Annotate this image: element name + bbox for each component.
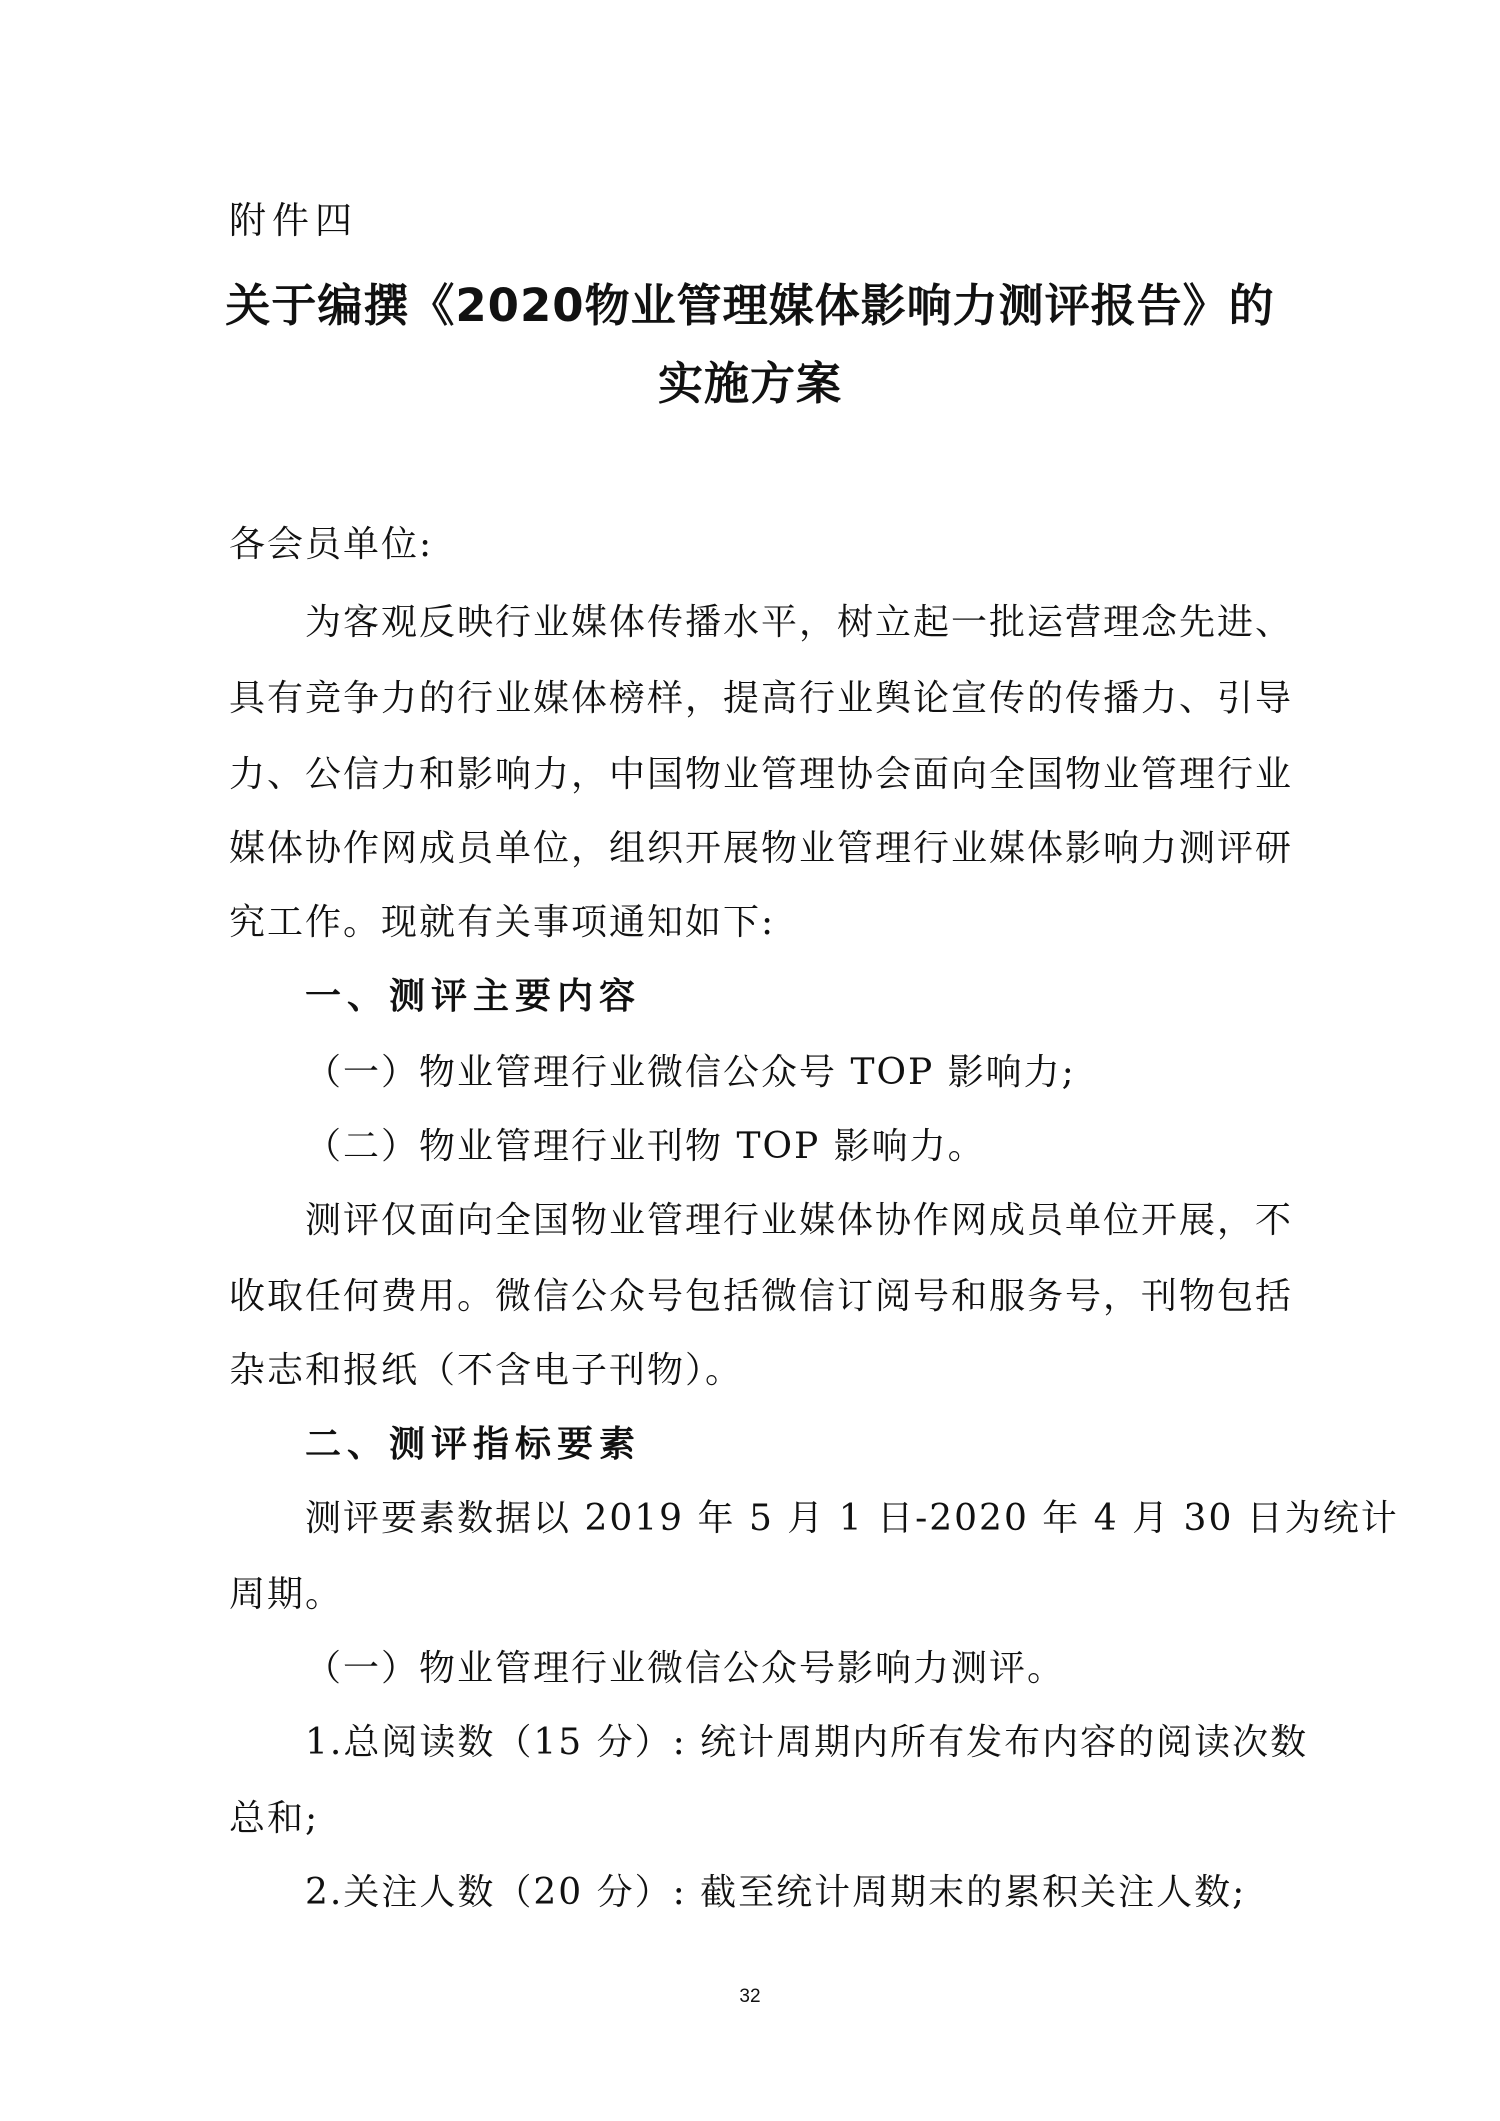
document-title-line-2: 实施方案 <box>657 357 842 410</box>
section-2-heading: 二、测评指标要素 <box>305 1424 642 1465</box>
item-2-line: 2.关注人数（20 分）: 截至统计周期末的累积关注人数; <box>305 1872 1247 1913</box>
section-2-period-line-2: 周期。 <box>229 1574 344 1615</box>
document-title-line-1: 关于编撰《2020物业管理媒体影响力测评报告》的 <box>225 279 1275 332</box>
intro-line-4: 媒体协作网成员单位，组织开展物业管理行业媒体影响力测评研 <box>229 828 1294 869</box>
intro-line-3: 力、公信力和影响力，中国物业管理协会面向全国物业管理行业 <box>229 754 1294 795</box>
section-1-note-line-1: 测评仅面向全国物业管理行业媒体协作网成员单位开展，不 <box>305 1200 1294 1241</box>
intro-line-2: 具有竞争力的行业媒体榜样，提高行业舆论宣传的传播力、引导 <box>229 678 1294 719</box>
section-1-note-line-3: 杂志和报纸（不含电子刊物）。 <box>229 1350 744 1391</box>
attachment-label: 附件四 <box>229 199 358 242</box>
section-1-item-1: （一）物业管理行业微信公众号 TOP 影响力; <box>305 1052 1076 1093</box>
section-2-period-line-1: 测评要素数据以 2019 年 5 月 1 日-2020 年 4 月 30 日为统计 <box>305 1498 1399 1539</box>
section-1-item-2: （二）物业管理行业刊物 TOP 影响力。 <box>305 1126 986 1167</box>
intro-line-5: 究工作。现就有关事项通知如下: <box>229 902 776 943</box>
section-1-heading: 一、测评主要内容 <box>305 976 642 1017</box>
intro-line-1: 为客观反映行业媒体传播水平，树立起一批运营理念先进、 <box>305 602 1294 643</box>
salutation: 各会员单位: <box>229 524 434 565</box>
page-number: 32 <box>739 1986 761 2007</box>
item-1-line-2: 总和; <box>229 1798 320 1839</box>
section-2-subheading-1: （一）物业管理行业微信公众号影响力测评。 <box>305 1648 1066 1689</box>
item-1-line-1: 1.总阅读数（15 分）: 统计周期内所有发布内容的阅读次数 <box>305 1722 1309 1763</box>
section-1-note-line-2: 收取任何费用。微信公众号包括微信订阅号和服务号，刊物包括 <box>229 1276 1294 1317</box>
